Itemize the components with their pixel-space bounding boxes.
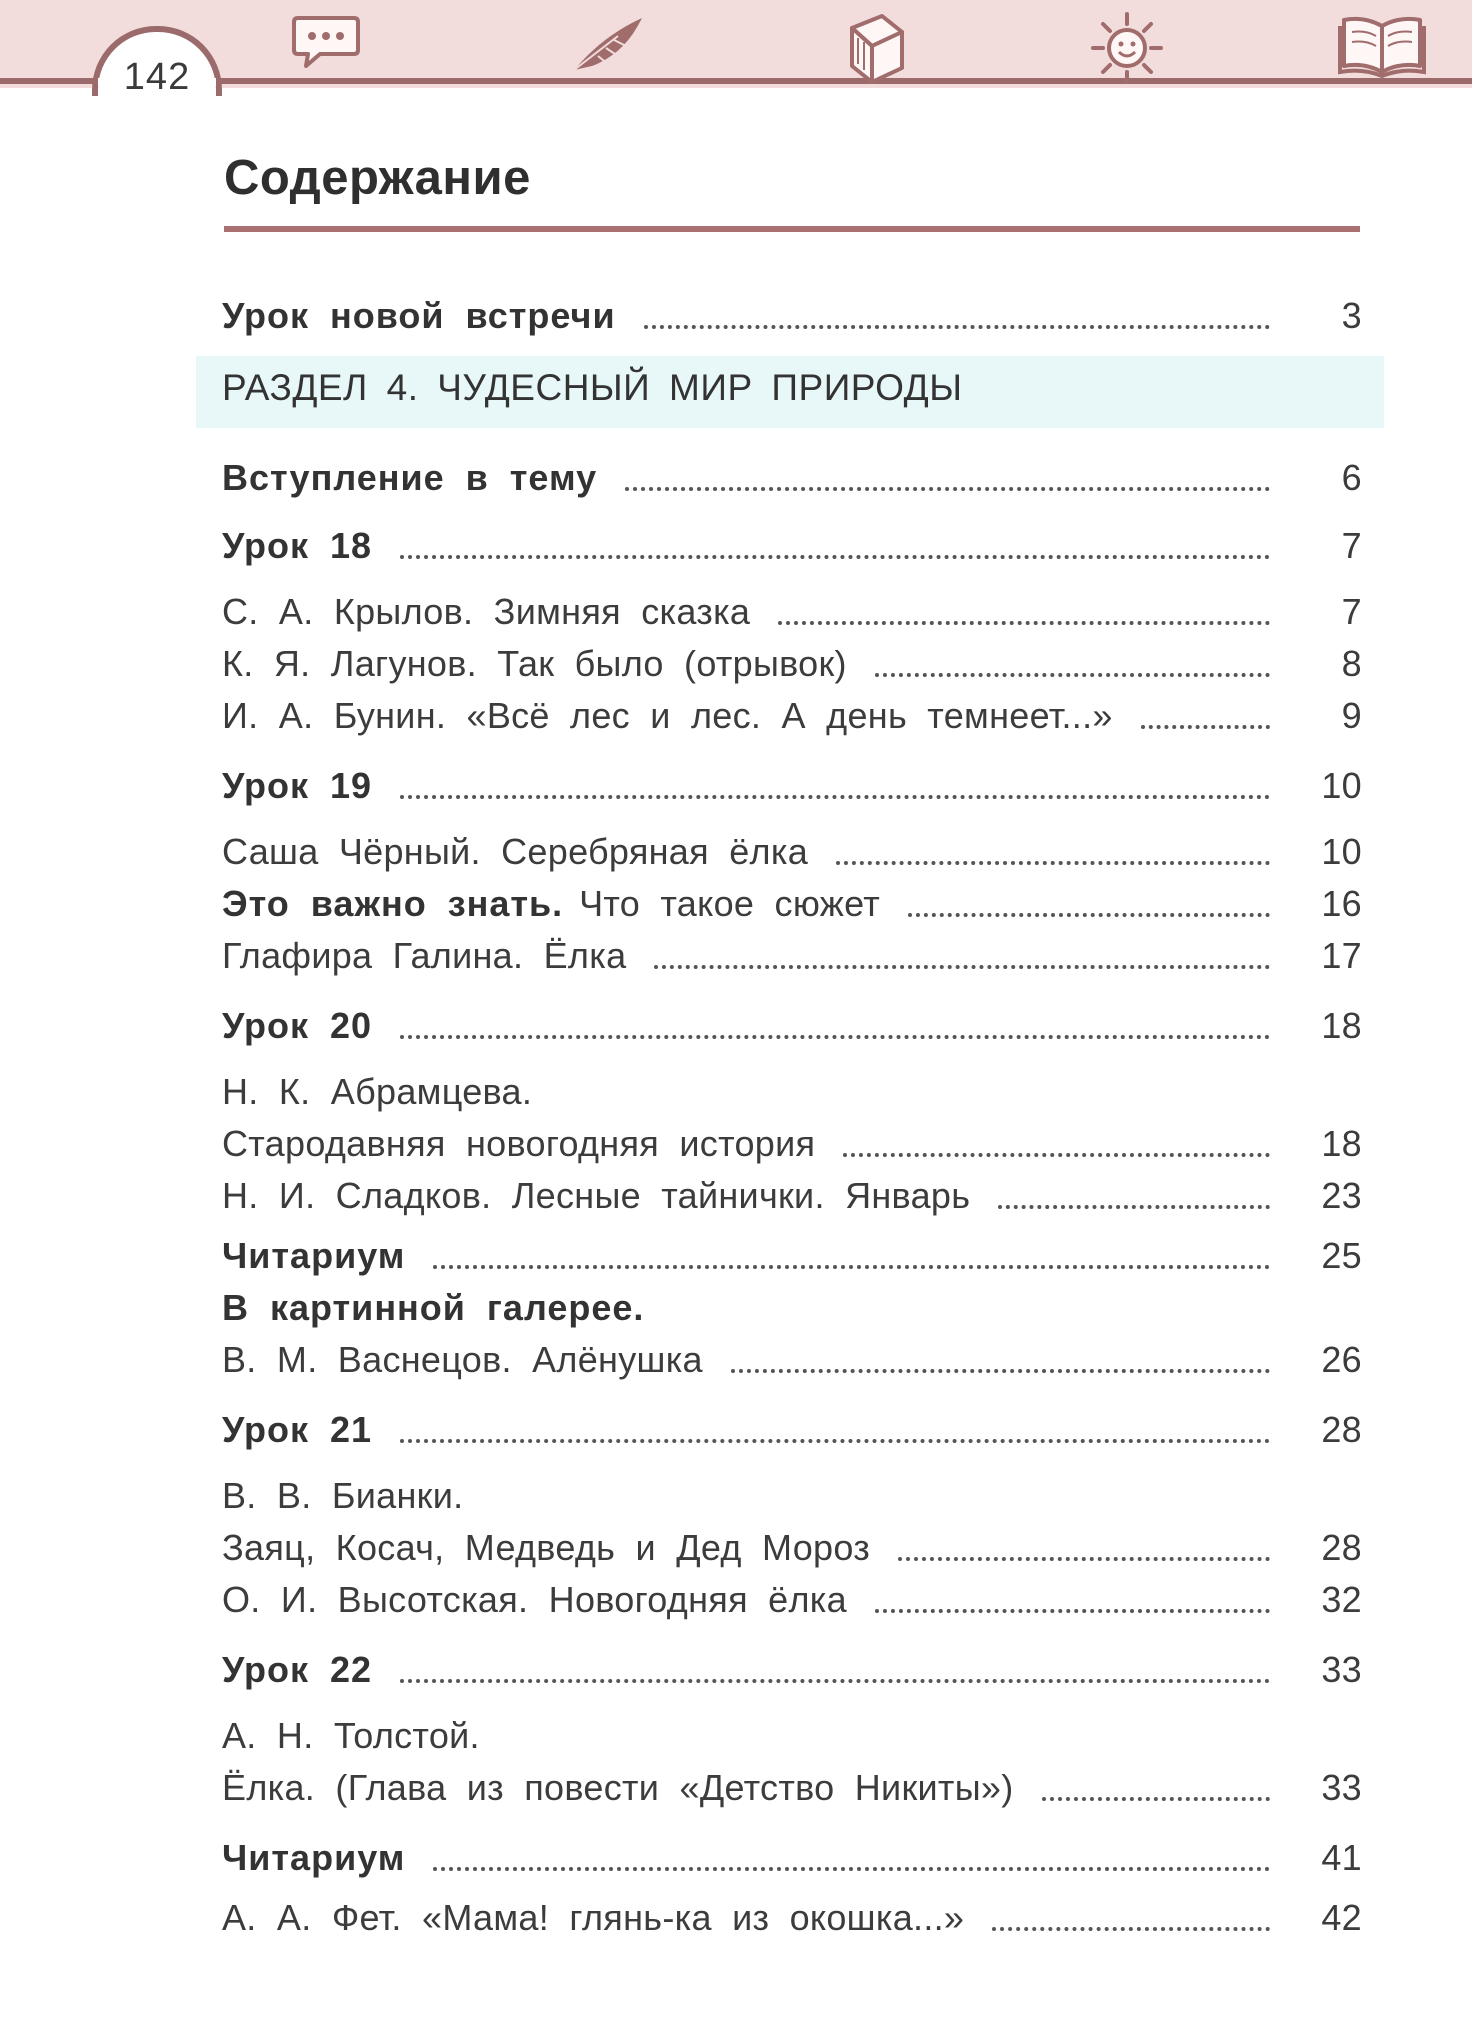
toc-entry-title: О. И. Высотская. Новогодняя ёлка xyxy=(222,1579,847,1620)
toc-entry-page: 26 xyxy=(1321,1339,1362,1380)
toc-entry xyxy=(222,1172,1362,1220)
toc-entry xyxy=(222,640,1362,688)
leader-dots xyxy=(731,1369,1270,1373)
toc-entry-lesson-19 xyxy=(222,762,1362,810)
toc-entry-page: 25 xyxy=(1321,1235,1362,1276)
toc-entry-page: 7 xyxy=(1341,591,1362,632)
toc-entry-title: Стародавняя новогодняя история xyxy=(222,1123,816,1164)
toc-entry xyxy=(222,828,1362,876)
toc-entry-lesson-18 xyxy=(222,522,1362,570)
toc-entry-title: И. А. Бунин. «Всё лес и лес. А день темнеет...» xyxy=(222,695,1113,736)
toc-entry-title: Н. И. Сладков. Лесные тайнички. Январь xyxy=(222,1175,971,1216)
sun-icon xyxy=(1090,12,1164,84)
leader-dots xyxy=(836,861,1270,865)
toc-entry-important xyxy=(222,880,1362,928)
leader-dots xyxy=(992,1927,1270,1931)
toc-entry-page: 41 xyxy=(1321,1837,1362,1878)
toc-entry-page: 33 xyxy=(1321,1767,1362,1808)
toc-entry-page: 10 xyxy=(1321,831,1362,872)
toc-entry xyxy=(222,1894,1362,1942)
toc-entry-bold-prefix: Это важно знать. xyxy=(222,883,564,924)
toc-entry-lesson-21 xyxy=(222,1406,1362,1454)
leader-dots xyxy=(998,1205,1270,1209)
leader-dots xyxy=(1042,1797,1271,1801)
toc-entry-page: 28 xyxy=(1321,1527,1362,1568)
toc-entry-lesson-22 xyxy=(222,1646,1362,1694)
toc-entry-page: 33 xyxy=(1321,1649,1362,1690)
toc-entry-title: Вступление в тему xyxy=(222,457,598,498)
toc-entry-title: Заяц, Косач, Медведь и Дед Мороз xyxy=(222,1527,871,1568)
leader-dots xyxy=(400,1035,1270,1039)
toc-entry xyxy=(222,1336,1362,1384)
toc-entry-page: 10 xyxy=(1321,765,1362,806)
toc-entry-page: 3 xyxy=(1341,295,1362,336)
leader-dots xyxy=(843,1153,1270,1157)
leader-dots xyxy=(400,1439,1270,1443)
leader-dots xyxy=(644,325,1270,329)
toc-entry-page: 42 xyxy=(1321,1897,1362,1938)
leader-dots xyxy=(908,913,1270,917)
toc-entry-page: 32 xyxy=(1321,1579,1362,1620)
leader-dots xyxy=(778,621,1270,625)
toc-entry-intro xyxy=(222,454,1362,502)
toc-entry-title: Ёлка. (Глава из повести «Детство Никиты») xyxy=(222,1767,1014,1808)
book-icon xyxy=(842,12,910,84)
section-heading: РАЗДЕЛ 4. ЧУДЕСНЫЙ МИР ПРИРОДЫ xyxy=(222,367,963,408)
toc-entry-title: Читариум xyxy=(222,1837,406,1878)
leader-dots xyxy=(875,1609,1270,1613)
toc-entry-page: 6 xyxy=(1341,457,1362,498)
toc-author-line: Н. К. Абрамцева. xyxy=(222,1071,533,1112)
toc-entry-title: Урок 19 xyxy=(222,765,373,806)
toc-entry-title: Читариум xyxy=(222,1235,406,1276)
leader-dots xyxy=(875,673,1270,677)
toc-entry-title: А. А. Фет. «Мама! глянь-ка из окошка...» xyxy=(222,1897,965,1938)
toc-entry xyxy=(222,932,1362,980)
leader-dots xyxy=(400,795,1270,799)
toc-entry xyxy=(222,588,1362,636)
toc-entry-title: Саша Чёрный. Серебряная ёлка xyxy=(222,831,809,872)
leader-dots xyxy=(625,487,1270,491)
page-title: Содержание xyxy=(224,151,531,205)
page-number: 142 xyxy=(123,56,191,98)
toc-author-line: В. В. Бианки. xyxy=(222,1475,464,1516)
toc-entry-title: Что такое сюжет xyxy=(579,883,881,924)
toc-entry-title: К. Я. Лагунов. Так было (отрывок) xyxy=(222,643,847,684)
leader-dots xyxy=(1141,725,1270,729)
leader-dots xyxy=(654,965,1270,969)
toc-author-line: А. Н. Толстой. xyxy=(222,1715,480,1756)
toc-entry-chitarium xyxy=(222,1834,1362,1882)
toc-entry-page: 18 xyxy=(1321,1005,1362,1046)
toc-entry-page: 28 xyxy=(1321,1409,1362,1450)
toc-entry-page: 16 xyxy=(1321,883,1362,924)
toc-entry-lesson-20 xyxy=(222,1002,1362,1050)
toc-entry-page: 17 xyxy=(1321,935,1362,976)
toc-gallery-heading: В картинной галерее. xyxy=(222,1287,645,1328)
toc-entry-title: Урок 21 xyxy=(222,1409,373,1450)
open-book-icon xyxy=(1336,12,1428,78)
toc-entry xyxy=(222,1576,1362,1624)
toc-entry-page: 23 xyxy=(1321,1175,1362,1216)
leader-dots xyxy=(433,1265,1270,1269)
toc-entry xyxy=(222,1120,1362,1168)
toc-entry xyxy=(222,1764,1362,1812)
leader-dots xyxy=(400,555,1270,559)
toc-entry-lesson-new-meeting xyxy=(222,292,1362,340)
toc-entry-title: Глафира Галина. Ёлка xyxy=(222,935,627,976)
toc-entry-title: Урок 22 xyxy=(222,1649,373,1690)
toc-entry-page: 8 xyxy=(1341,643,1362,684)
leader-dots xyxy=(400,1679,1270,1683)
toc-entry-title: Урок 20 xyxy=(222,1005,373,1046)
title-underline xyxy=(224,226,1360,232)
leader-dots xyxy=(433,1867,1270,1871)
feather-icon xyxy=(568,12,648,76)
toc-entry-page: 9 xyxy=(1341,695,1362,736)
toc-entry-title: Урок новой встречи xyxy=(222,295,616,336)
toc-entry-chitarium xyxy=(222,1232,1362,1280)
speech-bubble-icon xyxy=(290,12,362,72)
toc-entry xyxy=(222,692,1362,740)
toc-entry-title: В. М. Васнецов. Алёнушка xyxy=(222,1339,703,1380)
toc-entry-title: С. А. Крылов. Зимняя сказка xyxy=(222,591,751,632)
toc-entry-page: 7 xyxy=(1341,525,1362,566)
leader-dots xyxy=(898,1557,1270,1561)
toc-entry-page: 18 xyxy=(1321,1123,1362,1164)
toc-entry xyxy=(222,1524,1362,1572)
toc-entry-title: Урок 18 xyxy=(222,525,373,566)
